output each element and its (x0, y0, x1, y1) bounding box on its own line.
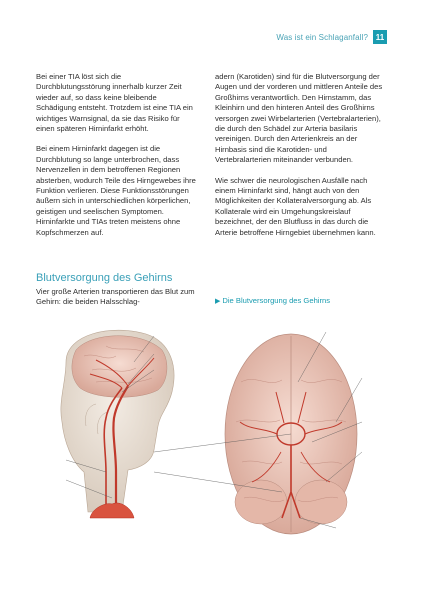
left-text-column (36, 72, 196, 248)
anatomy-figure (36, 322, 386, 567)
paragraph: adern (Karotiden) sind für die Blutversorgung der Augen und der vorderen und mittleren Anteile des Großhirns verantwortlich. Den Hirnstamm, das Kleinhirn und den hinteren Anteil des Großhirns versorgen zwei Wirbelarterien (Vertebralarterien), die durch den Schädel zur Arteria basilaris vereinigen. Durch den Arterienkreis an der Hirnbasis sind die Karotiden- und Vertebralarterien miteinander verbunden. (215, 72, 383, 165)
arrow-right-icon: ▶ (215, 298, 221, 305)
figure-caption-text: Die Blutversorgung des Gehirns (222, 296, 331, 305)
paragraph: Bei einer TIA löst sich die Durchblutungsstörung innerhalb kurzer Zeit wieder auf, so dass keine bleibende Schädigung entsteht. Trotzdem ist eine TIA ein wichtiges Warnsignal, da sie das Risiko für einen späteren Hirninfarkt erhöht. (36, 72, 193, 134)
paragraph: Bei einem Hirninfarkt dagegen ist die Durchblutung so lange unterbrochen, dass Nervenzellen in dem betroffenen Regionen absterben, wodurch Teile des Hirngewebes ihre Funktion verlieren. Diese Funktionsstörungen äußern sich in unterschiedlichen körperlichen, geistigen und seelischen Symptomen. Hirninfarkte und TIAs treten meistens ohne Kopfschmerzen auf. (36, 144, 196, 237)
page-number-badge: 11 (373, 30, 387, 44)
paragraph: Wie schwer die neurologischen Ausfälle nach einem Hirninfarkt sind, hängt auch von den Möglichkeiten der Kollateralversorgung ab. Als Kollaterale wird ein Umgehungskreislauf bezeichnet, der den Blutfluss in das durch die Arterie betroffene Hirngebiet übernehmen kann. (215, 175, 376, 237)
running-header-title: Was ist ein Schlaganfall? (276, 32, 368, 42)
anatomy-illustration (36, 322, 386, 567)
figure-caption (215, 296, 330, 305)
right-text-column (215, 72, 385, 248)
running-header (276, 30, 387, 44)
section-lead-text: Vier große Arterien transportieren das Blut zum Gehirn: die beiden Halsschlag- (36, 287, 195, 307)
lateral-head-view (61, 330, 174, 518)
section-heading: Blutversorgung des Gehirns (36, 272, 173, 284)
